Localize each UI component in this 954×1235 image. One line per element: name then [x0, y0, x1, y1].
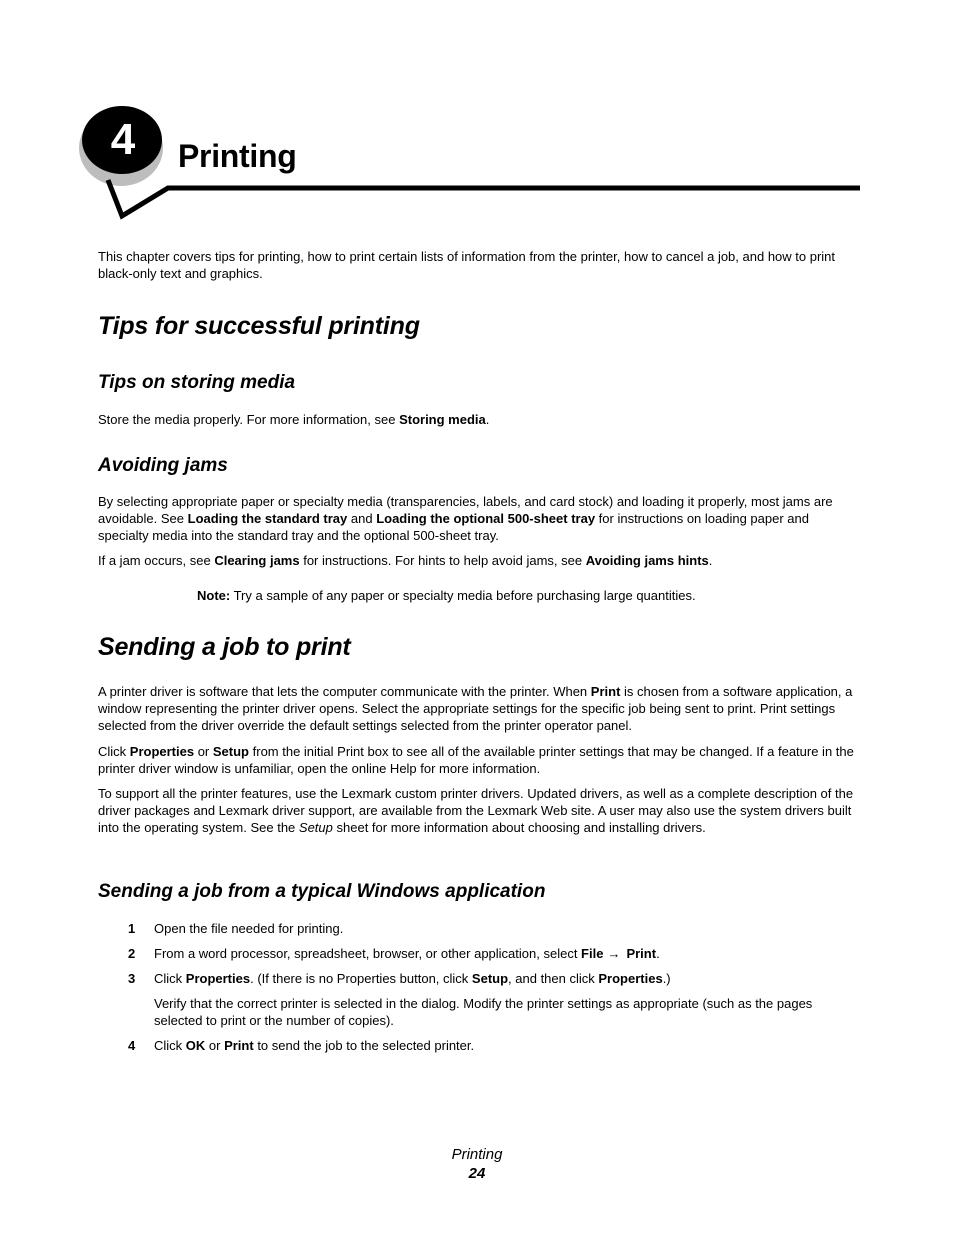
section-heading-tips: Tips for successful printing	[98, 312, 420, 340]
subheading-storing-media: Tips on storing media	[98, 372, 296, 393]
subheading-avoiding-jams: Avoiding jams	[98, 455, 228, 476]
step-number: 3	[128, 971, 136, 986]
step-number: 2	[128, 946, 136, 961]
printer-driver-paragraph: A printer driver is software that lets the computer communicate with the printer. When Print is chosen from a software application, a window representing the printer driver opens. Select the appropriate settings for the specific job being sent to print. Print settings selected from the driver override the default settings selected from the printer operator panel.	[98, 684, 853, 733]
step-4-text: Click OK or Print to send the job to the selected printer.	[154, 1038, 475, 1053]
step-1-text: Open the file needed for printing.	[154, 921, 344, 936]
properties-paragraph: Click Properties or Setup from the initial Print box to see all of the available printer settings that may be changed. If a feature in the printer driver window is unfamiliar, open the online Help for more information.	[98, 744, 854, 776]
footer-title: Printing	[451, 1146, 503, 1163]
jam-occurs-paragraph: If a jam occurs, see Clearing jams for instructions. For hints to help avoid jams, see Avoiding jams hints.	[98, 553, 713, 568]
avoiding-jams-paragraph: By selecting appropriate paper or specialty media (transparencies, labels, and card stock) and loading it properly, most jams are avoidable. See Loading the standard tray and Loading the optional 500-sheet tray for instructions on loading paper and specialty media into the standard tray and the optional 500-sheet tray.	[98, 494, 833, 543]
intro-paragraph: This chapter covers tips for printing, how to print certain lists of information from the printer, how to cancel a job, and how to print black-only text and graphics.	[98, 249, 836, 281]
arrow-right-icon: →	[607, 946, 621, 961]
link-storing-media[interactable]: Storing media	[399, 412, 486, 427]
page-number: 24	[468, 1165, 486, 1182]
link-clearing-jams[interactable]: Clearing jams	[214, 553, 300, 568]
link-loading-standard-tray[interactable]: Loading the standard tray	[187, 511, 348, 526]
link-loading-optional-tray[interactable]: Loading the optional 500-sheet tray	[376, 511, 596, 526]
chapter-title: Printing	[178, 138, 297, 174]
storing-media-paragraph: Store the media properly. For more information, see Storing media.	[98, 412, 490, 427]
chapter-number: 4	[110, 115, 136, 164]
step-3-text: Click Properties. (If there is no Properties button, click Setup, and then click Properties.)	[154, 971, 671, 986]
step-number: 4	[128, 1038, 136, 1053]
link-avoiding-jams-hints[interactable]: Avoiding jams hints	[585, 553, 709, 568]
chapter-rule	[108, 180, 860, 216]
subheading-windows-app: Sending a job from a typical Windows application	[98, 881, 546, 902]
step-number: 1	[128, 921, 136, 936]
note: Note: Try a sample of any paper or specialty media before purchasing large quantities.	[197, 588, 696, 603]
section-heading-sending: Sending a job to print	[98, 633, 351, 661]
note-label: Note:	[197, 588, 231, 603]
drivers-paragraph: To support all the printer features, use the Lexmark custom printer drivers. Updated drivers, as well as a complete description of the driver packages and Lexmark driver support, are available from the Lexmark Web site. A user may also use the system drivers built into the operating system. See the Setup sheet for more information about choosing and installing drivers.	[98, 786, 854, 835]
step-2-text: From a word processor, spreadsheet, browser, or other application, select File → Print.	[154, 946, 660, 961]
step-3-subtext: Verify that the correct printer is selected in the dialog. Modify the printer settings as appropriate (such as the pages selected to print or the number of copies).	[154, 996, 813, 1028]
